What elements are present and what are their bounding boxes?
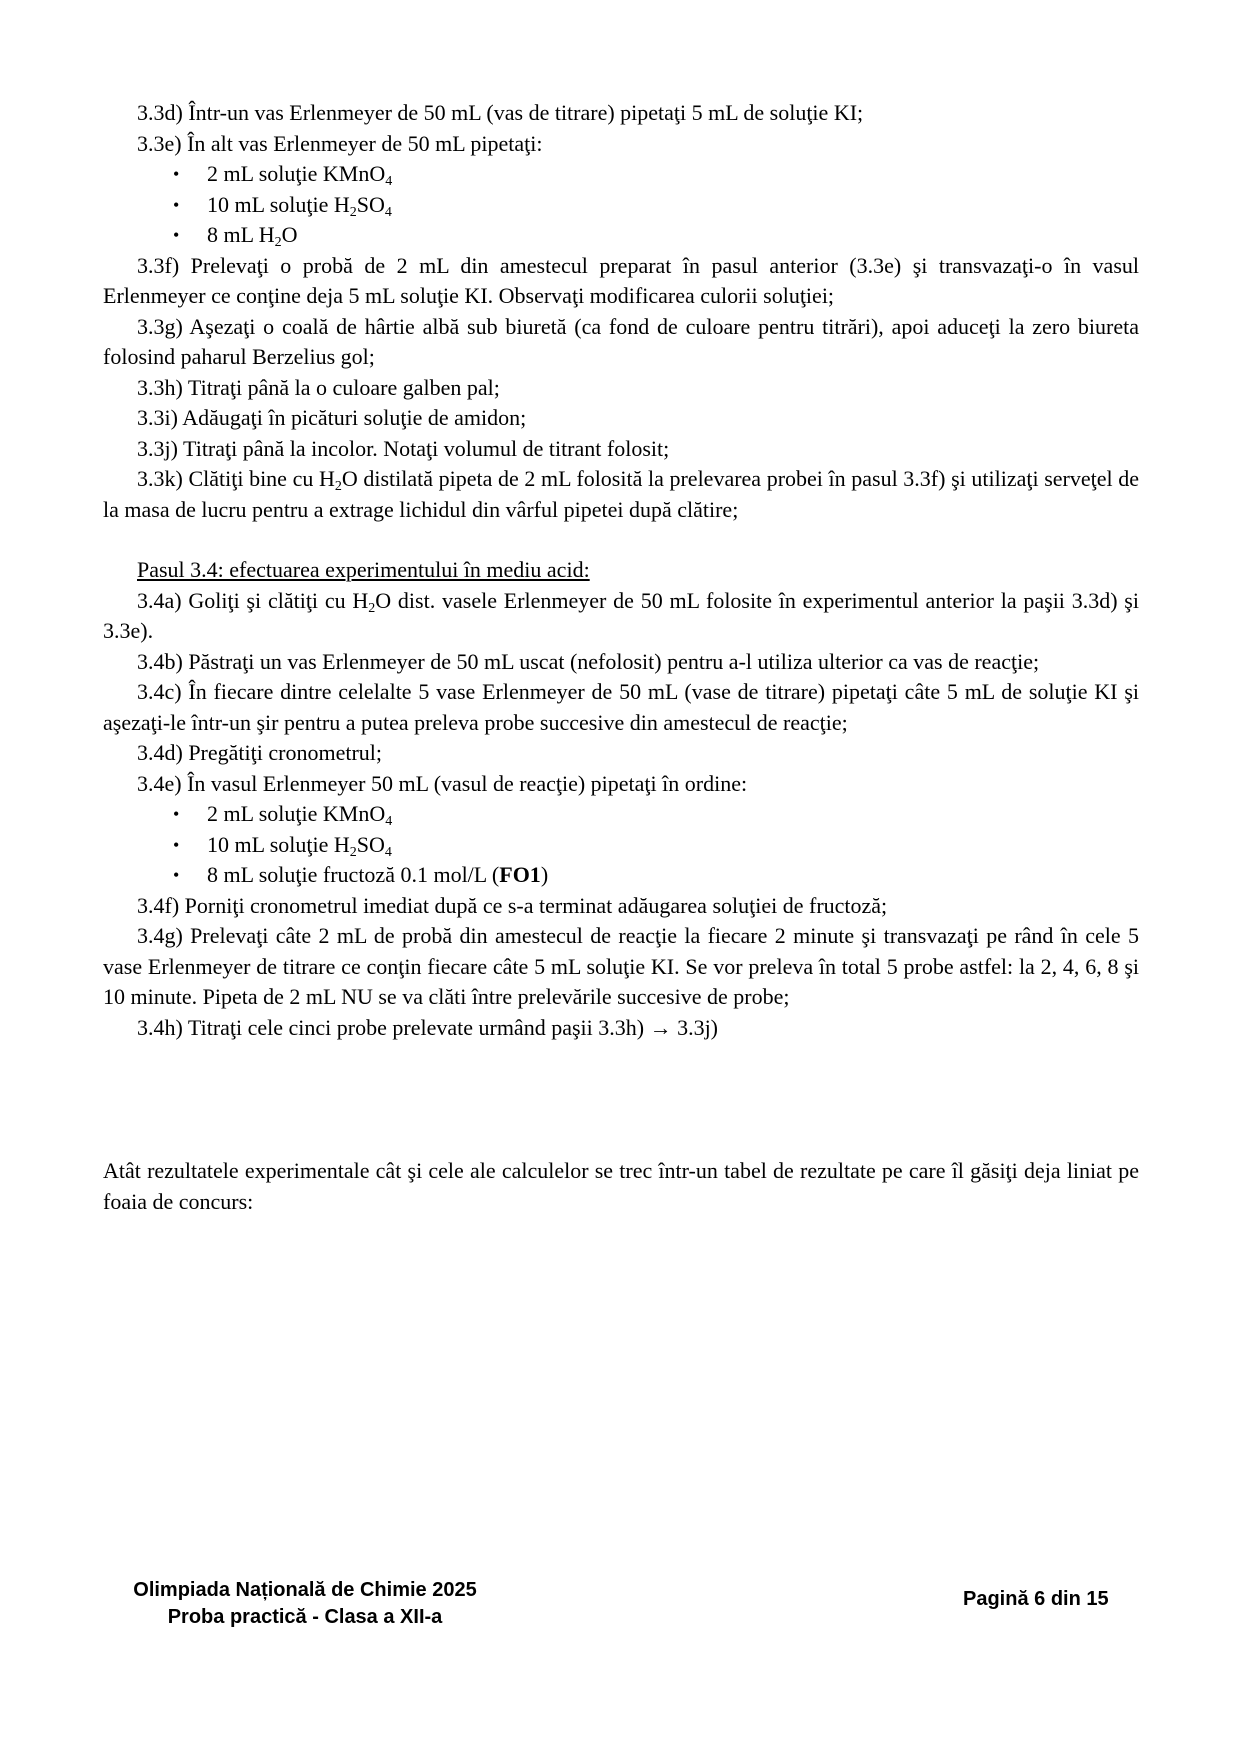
text-segment: 3.4g) Prelevaţi câte 2 mL de probă din amestecul de reacţie la fiecare 2 minute şi transvazaţi pe rând în cele 5 vase Erlenmeyer de titrare ce conţin fiecare câte 5 mL soluţie KI. Se vor preleva în total 5 probe astfel: la 2, 4, 6, 8 şi 10 minute. Pipeta de 2 mL NU se va clăti între prelevările succesive de probe;: [103, 923, 1139, 1009]
text-segment: 2: [274, 235, 282, 250]
text-segment: 3.4d) Pregătiţi cronometrul;: [137, 740, 382, 765]
bullet-icon: •: [173, 225, 180, 245]
text-segment: 3.4b) Păstraţi un vas Erlenmeyer de 50 mL uscat (nefolosit) pentru a-l utiliza ulterior ca vas de reacţie;: [137, 648, 1040, 674]
text-segment: 3.4f) Porniţi cronometrul imediat după ce s-a terminat adăugarea soluţiei de fructoză;: [137, 892, 888, 918]
text-segment: 3.3i) Adăugaţi în picături soluţie de amidon;: [137, 405, 527, 430]
section-heading: [103, 555, 1139, 586]
footer-page-number: Pagină 6 din 15: [963, 1588, 1109, 1610]
text-segment: 2 mL soluţie KMnO: [207, 161, 386, 186]
text-segment: ): [540, 862, 549, 887]
text-segment: 10 mL soluţie H: [207, 191, 350, 217]
text-segment: O dist. vasele Erlenmeyer de 50 mL folosite în experimentul anterior la paşii 3.3d) şi 3.3e).: [103, 587, 1139, 643]
paragraph: [103, 1156, 1139, 1217]
text-segment: 3.3g) Aşezaţi o coală de hârtie albă sub biuretă (ca fond de culoare pentru titrări), apoi aduceţi la zero biureta folosind paharul Berzelius gol;: [103, 313, 1139, 369]
text-segment: O: [281, 222, 298, 247]
text-segment: 4: [385, 814, 393, 829]
paragraph: [103, 373, 1139, 404]
text-segment: 3.3f) Prelevaţi o probă de 2 mL din amestecul preparat în pasul anterior (3.3e) şi transvazaţi-o în vasul Erlenmeyer ce conţine deja 5 mL soluţie KI. Observaţi modificarea culorii soluţiei;: [103, 252, 1139, 308]
text-segment: 8 mL H: [207, 222, 275, 247]
paragraph: [103, 891, 1139, 922]
paragraph: [103, 464, 1139, 525]
footer-exam-subtitle: Proba practică - Clasa a XII-a: [167, 1606, 443, 1628]
text-segment: 2 mL soluţie KMnO: [207, 801, 386, 826]
paragraph: [103, 312, 1139, 373]
text-segment: 3.4h) Titraţi cele cinci probe prelevate urmând paşii 3.3h) → 3.3j): [137, 1014, 719, 1040]
text-segment: 4: [384, 844, 392, 860]
bullet-item: [103, 860, 1139, 891]
text-segment: O distilată pipeta de 2 mL folosită la prelevarea probei în pasul 3.3f) şi utilizaţi serveţel de la masa de lucru pentru a extrage lichidul din vârful pipetei după clătire;: [103, 466, 1139, 522]
paragraph: [103, 434, 1139, 465]
text-segment: 2: [368, 600, 376, 616]
text-segment: 8 mL soluţie fructoză 0.1 mol/L (: [207, 862, 500, 887]
paragraph: [103, 921, 1139, 1013]
text-segment: 4: [385, 174, 393, 189]
paragraph: [103, 738, 1139, 769]
paragraph: [103, 677, 1139, 738]
paragraph: [103, 586, 1139, 647]
text-segment: 3.3h) Titraţi până la o culoare galben pal;: [137, 374, 500, 400]
text-segment: FO1: [499, 862, 541, 887]
bullet-item: [103, 799, 1139, 830]
text-segment: 2: [349, 204, 357, 220]
bullet-icon: •: [173, 834, 180, 855]
bullet-icon: •: [173, 164, 180, 184]
vertical-spacer: [103, 1043, 1139, 1156]
document-body: [103, 98, 1139, 1217]
text-segment: 4: [384, 204, 392, 220]
text-segment: 3.4a) Goliţi şi clătiţi cu H: [137, 587, 369, 613]
bullet-item: [103, 220, 1139, 251]
paragraph: [103, 251, 1139, 312]
text-segment: 3.3d) Într-un vas Erlenmeyer de 50 mL (vas de titrare) pipetaţi 5 mL de soluţie KI;: [137, 100, 864, 125]
text-segment: SO: [356, 831, 385, 857]
text-segment: 2: [349, 844, 357, 860]
bullet-icon: •: [173, 804, 180, 824]
bullet-item: [103, 159, 1139, 190]
text-segment: SO: [356, 191, 385, 217]
paragraph: [103, 98, 1139, 129]
text-segment: 3.4c) În fiecare dintre celelalte 5 vase Erlenmeyer de 50 mL (vase de titrare) pipetaţi câte 5 mL de soluţie KI şi aşezaţi-le într-un şir pentru a putea preleva probe succesive din amestecul de reacţie;: [103, 679, 1139, 735]
paragraph: [103, 129, 1139, 160]
vertical-spacer: [103, 525, 1139, 555]
bullet-item: [103, 830, 1139, 861]
paragraph: [103, 1013, 1139, 1044]
text-segment: Atât rezultatele experimentale cât şi cele ale calculelor se trec într-un tabel de rezultate pe care îl găsiţi deja liniat pe foaia de concurs:: [103, 1158, 1139, 1214]
paragraph: [103, 403, 1139, 434]
text-segment: Pasul 3.4: efectuarea experimentului în mediu acid:: [137, 557, 590, 582]
bullet-icon: •: [173, 865, 180, 885]
text-segment: 3.4e) În vasul Erlenmeyer 50 mL (vasul de reacţie) pipetaţi în ordine:: [137, 770, 748, 796]
footer-olympiad-title: Olimpiada Națională de Chimie 2025: [133, 1579, 477, 1601]
paragraph: [103, 647, 1139, 678]
text-segment: 3.3e) În alt vas Erlenmeyer de 50 mL pipetaţi:: [137, 130, 543, 156]
footer-left-block: [100, 1577, 510, 1631]
text-segment: 3.3k) Clătiţi bine cu H: [137, 466, 335, 491]
text-segment: 2: [334, 479, 342, 494]
bullet-icon: •: [173, 194, 180, 215]
paragraph: [103, 769, 1139, 800]
text-segment: 10 mL soluţie H: [207, 831, 350, 857]
bullet-item: [103, 190, 1139, 221]
text-segment: 3.3j) Titraţi până la incolor. Notaţi volumul de titrant folosit;: [137, 435, 670, 461]
